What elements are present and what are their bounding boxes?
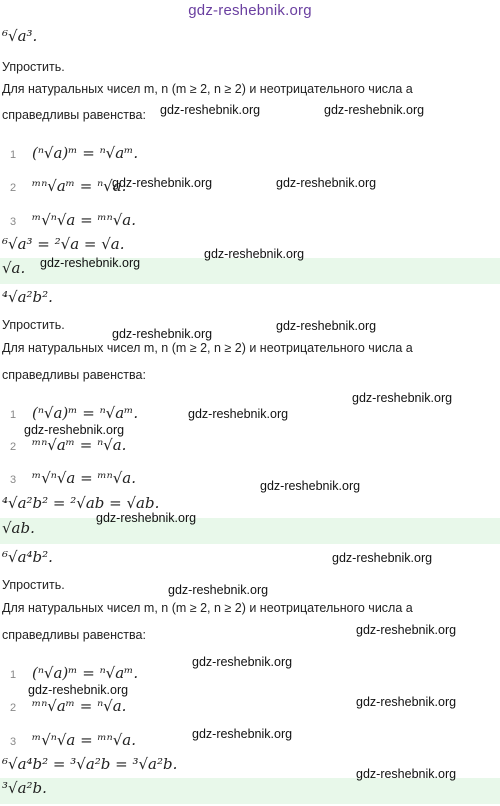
simplify-label: Упростить. <box>2 578 65 592</box>
rule-number: 3 <box>10 474 17 486</box>
watermark: gdz-reshebnik.org <box>40 256 141 270</box>
solution: ⁴√a²b² = ²√ab = √ab. <box>2 494 160 512</box>
rule-3 <box>10 731 136 749</box>
watermark: gdz-reshebnik.org <box>276 319 377 333</box>
watermark: gdz-reshebnik.org <box>324 103 425 117</box>
simplify-label: Упростить. <box>2 318 65 332</box>
rule-2 <box>10 697 126 715</box>
watermark: gdz-reshebnik.org <box>356 767 457 781</box>
rule-formula: (ⁿ√a)ᵐ = ⁿ√aᵐ. <box>32 404 139 422</box>
rule-number: 3 <box>10 216 17 228</box>
rule-number: 1 <box>10 669 17 681</box>
watermark: gdz-reshebnik.org <box>260 479 361 493</box>
watermark: gdz-reshebnik.org <box>112 327 213 341</box>
rule-formula: (ⁿ√a)ᵐ = ⁿ√aᵐ. <box>32 664 139 682</box>
rule-formula: ᵐⁿ√aᵐ = ⁿ√a. <box>32 697 127 715</box>
problem-expression: ⁶√a⁴b². <box>2 548 53 566</box>
rule-2 <box>10 177 126 195</box>
rule-formula: ᵐⁿ√aᵐ = ⁿ√a. <box>32 177 127 195</box>
watermark: gdz-reshebnik.org <box>192 655 293 669</box>
watermark: gdz-reshebnik.org <box>28 683 129 697</box>
rule-number: 2 <box>10 182 17 194</box>
rule-formula: ᵐⁿ√aᵐ = ⁿ√a. <box>32 436 127 454</box>
simplify-label: Упростить. <box>2 60 65 74</box>
watermark: gdz-reshebnik.org <box>276 176 377 190</box>
answer-row-2 <box>0 518 500 544</box>
watermark: gdz-reshebnik.org <box>356 695 457 709</box>
site-title[interactable]: gdz-reshebnik.org <box>188 2 312 19</box>
theory-line-1: Для натуральных чисел m, n (m ≥ 2, n ≥ 2) и неотрицательного числа a <box>2 601 413 615</box>
rule-formula: (ⁿ√a)ᵐ = ⁿ√aᵐ. <box>32 144 139 162</box>
answer: √ab. <box>2 519 35 537</box>
solution: ⁶√a⁴b² = ³√a²b = ³√a²b. <box>2 755 178 773</box>
watermark: gdz-reshebnik.org <box>356 623 457 637</box>
answer: ³√a²b. <box>2 779 47 797</box>
watermark: gdz-reshebnik.org <box>352 391 453 405</box>
watermark: gdz-reshebnik.org <box>204 247 305 261</box>
rule-1 <box>10 664 138 682</box>
theory-line-2: справедливы равенства: <box>2 368 146 382</box>
watermark: gdz-reshebnik.org <box>188 407 289 421</box>
rule-number: 1 <box>10 409 17 421</box>
rule-1 <box>10 404 138 422</box>
answer-row-3 <box>0 778 500 804</box>
problem-expression: ⁴√a²b². <box>2 288 53 306</box>
theory-line-1: Для натуральных чисел m, n (m ≥ 2, n ≥ 2) и неотрицательного числа a <box>2 82 413 96</box>
theory-line-2: справедливы равенства: <box>2 628 146 642</box>
watermark: gdz-reshebnik.org <box>332 551 433 565</box>
rule-formula: ᵐ√ⁿ√a = ᵐⁿ√a. <box>32 211 136 229</box>
rule-number: 2 <box>10 441 17 453</box>
rule-1 <box>10 144 138 162</box>
watermark: gdz-reshebnik.org <box>24 423 125 437</box>
watermark: gdz-reshebnik.org <box>160 103 261 117</box>
rule-2 <box>10 436 126 454</box>
solution: ⁶√a³ = ²√a = √a. <box>2 235 125 253</box>
rule-formula: ᵐ√ⁿ√a = ᵐⁿ√a. <box>32 469 136 487</box>
theory-line-1: Для натуральных чисел m, n (m ≥ 2, n ≥ 2) и неотрицательного числа a <box>2 341 413 355</box>
theory-line-2: справедливы равенства: <box>2 108 146 122</box>
answer: √a. <box>2 259 26 277</box>
rule-3 <box>10 211 136 229</box>
watermark: gdz-reshebnik.org <box>96 511 197 525</box>
watermark: gdz-reshebnik.org <box>192 727 293 741</box>
problem-expression: ⁶√a³. <box>2 27 38 45</box>
watermark: gdz-reshebnik.org <box>168 583 269 597</box>
watermark: gdz-reshebnik.org <box>112 176 213 190</box>
rule-number: 3 <box>10 736 17 748</box>
rule-number: 2 <box>10 702 17 714</box>
rule-3 <box>10 469 136 487</box>
rule-number: 1 <box>10 149 17 161</box>
rule-formula: ᵐ√ⁿ√a = ᵐⁿ√a. <box>32 731 136 749</box>
